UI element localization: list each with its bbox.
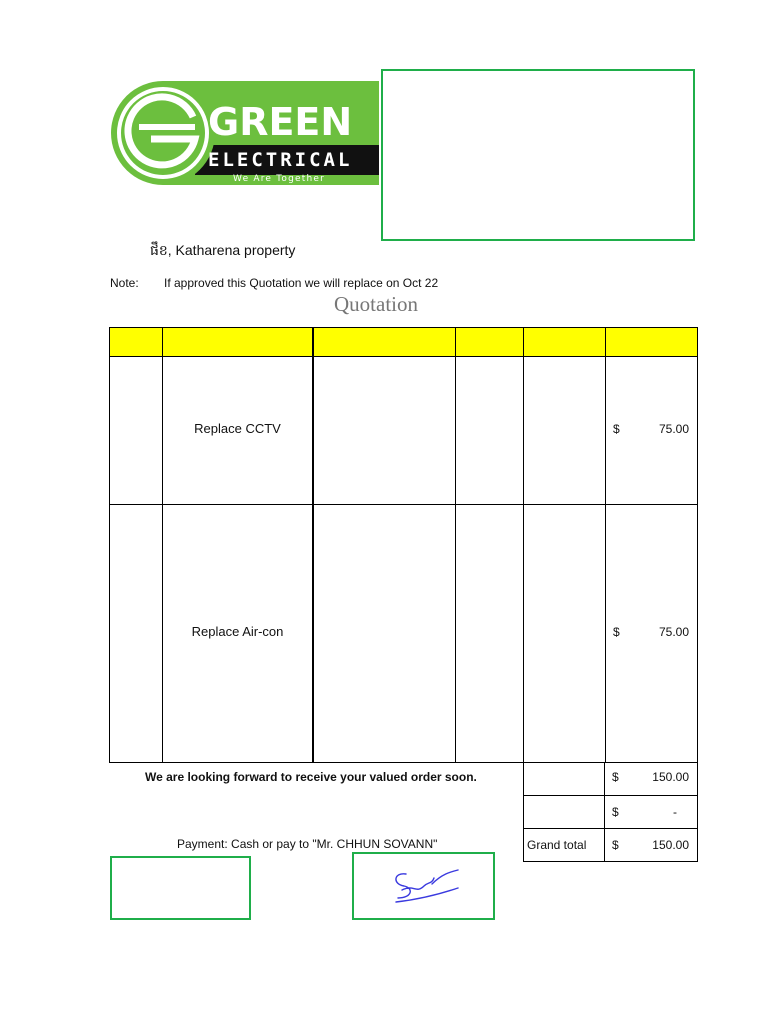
logo-subtitle-text: ELECTRICAL	[208, 149, 353, 171]
logo-tagline-text: We Are Together	[233, 174, 326, 184]
grand-total-row	[523, 828, 698, 862]
company-logo	[111, 81, 379, 185]
customer-address: ផឹខ, Katharena property	[150, 242, 296, 258]
signature-icon	[354, 854, 493, 918]
table-header-row	[110, 328, 697, 357]
payment-instructions: Payment: Cash or pay to "Mr. CHHUN SOVANN"	[177, 837, 438, 851]
closing-message: We are looking forward to receive your valued order soon.	[145, 770, 477, 784]
subtotal-currency: $	[612, 770, 619, 784]
item-description: Replace Air-con	[191, 624, 284, 639]
item-currency: $	[613, 625, 620, 639]
customer-info-box	[381, 69, 695, 241]
item-amount: 75.00	[658, 625, 689, 639]
grand-total-amount: 150.00	[652, 838, 689, 852]
signature-box	[352, 852, 495, 920]
note-text: If approved this Quotation we will replace on Oct 22	[164, 276, 439, 290]
grand-total-label: Grand total	[527, 838, 587, 852]
quotation-table	[109, 327, 698, 763]
item-amount: 75.00	[658, 422, 689, 436]
note-label: Note:	[110, 276, 139, 290]
grand-total-currency: $	[612, 838, 619, 852]
item-description: Replace CCTV	[194, 421, 281, 436]
stamp-box	[110, 856, 251, 920]
document-title: Quotation	[334, 292, 418, 316]
subtotal-amount: 150.00	[652, 770, 689, 784]
discount-row	[523, 795, 698, 829]
discount-currency: $	[612, 805, 619, 819]
discount-amount: -	[673, 805, 677, 819]
item-currency: $	[613, 422, 620, 436]
logo-brand-text: GREEN	[208, 100, 353, 144]
subtotal-row	[523, 762, 698, 796]
